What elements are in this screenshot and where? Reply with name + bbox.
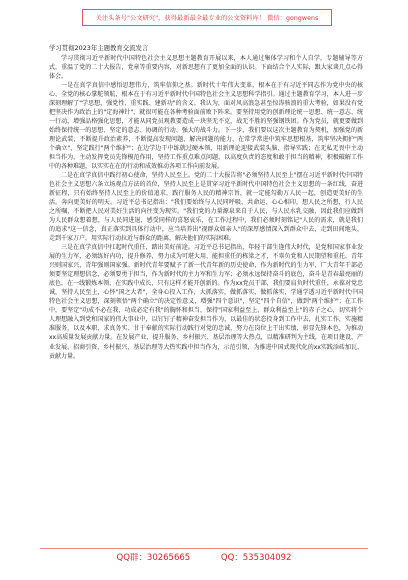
paragraph-intro: 学习贯彻习近平新时代中国特色社会主义思想主题教育开展以来，本人通过集体学习和个人自学，专题辅导等方式，重温了党的二十大报告，党章等重要内容，对新思想有了更加全面的认识。下面结合个人实际，跟大家谈几点心得体会。 xyxy=(49,55,363,81)
document-title: 学习贯彻2023年主题教育交流发言 xyxy=(49,44,149,52)
qq-number-text: QQ：535304092 xyxy=(220,553,292,563)
footer-divider xyxy=(40,548,368,549)
qq-group-text: QQ群：30265665 xyxy=(116,553,191,563)
document-body xyxy=(49,44,363,361)
paragraph-point-one: 一是在真学真信中感悟思想伟力，筑牢信仰之基。新时代十年伟大变革，根本在于有习近平同志作为党中央的核心、全党的核心掌舵领航，根本在于有习近平新时代中国特色社会主义思想科学指引。通过主题教育学习，本人进一步深刻理解了"学思想、强党性、重实践、建新功"的含义。我认为，面对风高浪急甚至惊涛骇浪的重大考验，如果没有党把坚决作为政治上的"定海神针"，就很可能在各种考验面前败下阵来。要坚持用党的创新理论统一思想、统一意志、统一行动，增强品格强化思想，才能从同党员观教要造成一块坚无不克，战无不胜的坚强钢铁团。作为党员，就更要做到始终保持统一的思想、坚定的意志、协调的行动、强大的战斗力。下一步，我们要以这次主题教育为契机，加强党的新理论武装，不断提升政治素养，不断提高发现问题、解决问题的能力，在常学常进中筑牢思想根基，筑牢坚决拥护"两个确立"，坚定践行"两个维护"；在边学边干中练就过硬本领，用新理论迎接武装头脑、指导实践；在无私无畏中主动担当作为，主动发挥党员先锋模范作用，坚持工作重点难点问题，以高度负责的态度和敢于担当的精神，积极破解工作中的各种难题，以实实在在的行动和成效推动各项工作向前发展。 xyxy=(49,82,363,171)
paragraph-point-two: 二是在真学真信中践行初心使命，坚持人民至上。党的二十大报告将"必须坚持人民至上"摆在习近平新时代中国特色社会主义思想六条立场观点方法的首位，坚持人民至上是贯穿习近平新时代中国特色社会主义思想的一条红线，奋进新征程，只有始终坚持人民至上的价值追求，践行服务人民的精神宗旨，就一定能勾勒万人民一起，创造更美好的生活。奔向更美好的明天。习近平总书记指出："我们要始终与人民同呼吸、共命运、心心相印，想人民之所想，行人民之所嘱，不断把人民对美好生活的向往变为现实。"我们党的力量源泉来自于人民，与人民水乳交融，因此我们应做到为人民群众想着想，与人民同进退，感受同样的喜怒哀乐，在工作过程中，我们必须时刻铭记"人民的需求，就是我们的追求"这一信念，真正落实到具体行动中，应当培养出"视群众如亲人"的深厚感情深入到群众中去，走到田间地头，走到千家万户，用实际行动拉近与群众的距离，解决他们的实际困难。 xyxy=(49,172,363,243)
promo-banner-text: 关注头条号"公文研究"，获得最新最全最专业的公文资料库！ 微信：gongwens xyxy=(95,15,319,22)
paragraph-point-three: 三是在真学真信中扛起时代重任，踏出美好前途。习近平总书记指出，年轻干部生逢伟大时代，是党和国家事业发展的生力军，必须练好内功，提升修养，努力成为可堪大用、能担重任的栋梁之才，不辜负党和人民期望和重托。青年兴则国家兴，青年强则国家强。新时代青年要赋予了新一代青年新的历史使命，作为新时代的生力军，广大青年干部必须要坚定理想信念，必须要勇于担当，作为新时代的主力军和生力军；必须永远保持奋斗的底色，奋斗是青春最亮丽的底色，在一线锻炼本领，在实践中成长，只有这样才能开创新的。作为xx党员干部，我们要肩负时代重任，永葆对党忠诚，坚持人民至上，心怀"国之大者"，全身心投入工作，大抓落实，做抓落实，做抓落实，学通学透习近平新时代中国特色社会主义思想，深刻领悟"两个确立"的决定性意义，增强"四个意识"，坚定"四个自信"，做到"两个维护"；在工作中，要坚定"功成不必在我，功成必定有我"的胸怀和担当，保持"国家利益至上、群众利益至上"的赤子之心，切实将个人理想融入到党和国家的伟大事业中，以钉钉子精神奋发担当作为，以最佳的状态投身到工作中去，扎实工作，实施精准服务，以及本职、求真务实、甘于奉献的实际行动践行对党的忠诚，努力在岗位上干出实绩，彰显先锋本色，为推动xx高质量发展贡献力量。在发展产业、提升服务、乡村振兴、基层治理等大热点，以精准研判为主线，在项目建设、产业发展、招商引资、乡村振兴、基层治理等大热实践中担当作为，示范引领，为推进中国式现代化的xx实践添砖加瓦、贡献力量。 xyxy=(49,244,363,360)
promo-banner[interactable] xyxy=(82,9,332,26)
footer-contact xyxy=(0,551,408,563)
